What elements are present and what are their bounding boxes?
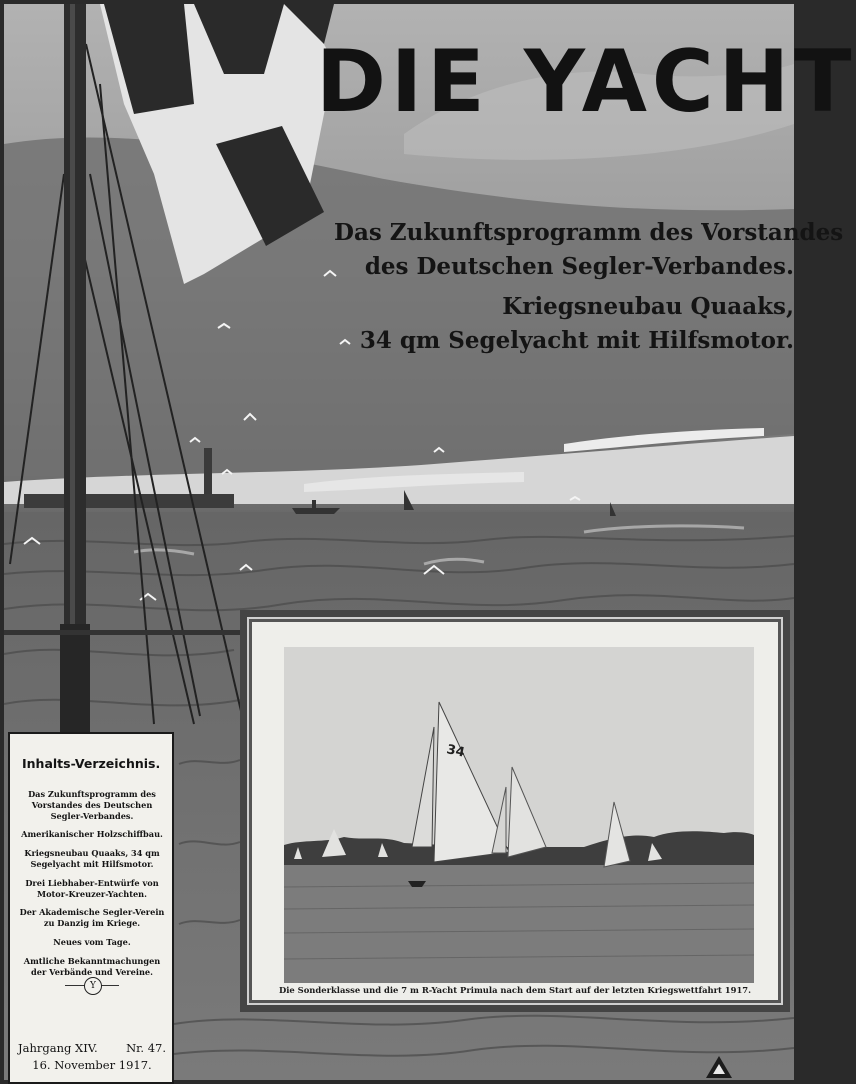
toc-item: Amerikanischer Holzschiffbau. [21, 829, 163, 840]
toc-item: Drei Liebhaber-Entwürfe von Motor-Kreuzer-Yachten. [25, 877, 159, 899]
toc-item: Neues vom Tage. [53, 936, 131, 947]
photo-caption: Die Sonderklasse und die 7 m R-Yacht Primula nach dem Start auf der letzten Kriegswettfahrt 1917. [278, 985, 752, 995]
toc-item: Der Akademische Segler-Verein zu Danzig im Kriege. [19, 907, 165, 929]
boom-rail [4, 630, 244, 635]
triangle-mark-icon [706, 1056, 732, 1078]
cover-headlines [334, 216, 844, 358]
publisher-logo-icon: Y [84, 977, 102, 995]
magazine-masthead: DIE YACHT [316, 32, 856, 132]
issue-date: 16. November 1917. [32, 1058, 152, 1072]
lighthouse [204, 448, 212, 494]
toc-item: Das Zukunftsprogramm des Vorstandes des Deutschen Segler-Verbandes. [28, 789, 156, 821]
headline-line-2: des Deutschen Segler-Verbandes. [364, 253, 794, 280]
table-of-contents [8, 732, 174, 1084]
headline-line-1: Das Zukunftsprogramm des Vorstandes [334, 219, 844, 246]
mast-collar [60, 624, 90, 734]
toc-title: Inhalts-Verzeichnis. [22, 756, 161, 771]
issue-info [18, 1041, 166, 1072]
photo-frame [240, 610, 790, 1012]
volume-number: Jahrgang XIV. [18, 1041, 98, 1055]
toc-list [18, 789, 166, 977]
magazine-cover [4, 4, 856, 1080]
mast-highlight [70, 4, 75, 732]
headline-line-3: Kriegsneubau Quaaks, [502, 293, 794, 320]
photo-water [284, 865, 754, 983]
toc-item: Amtliche Bekanntmachungen der Verbände und Vereine. [23, 955, 161, 977]
headline-line-4: 34 qm Segelyacht mit Hilfsmotor. [359, 327, 794, 354]
sail-number: 34 [445, 742, 466, 761]
distant-headland [24, 494, 234, 508]
regatta-photo [284, 647, 754, 983]
toc-item: Kriegsneubau Quaaks, 34 qm Segelyacht mit Hilfsmotor. [24, 848, 160, 869]
issue-number: Nr. 47. [126, 1041, 166, 1055]
toc-divider [65, 981, 119, 1004]
